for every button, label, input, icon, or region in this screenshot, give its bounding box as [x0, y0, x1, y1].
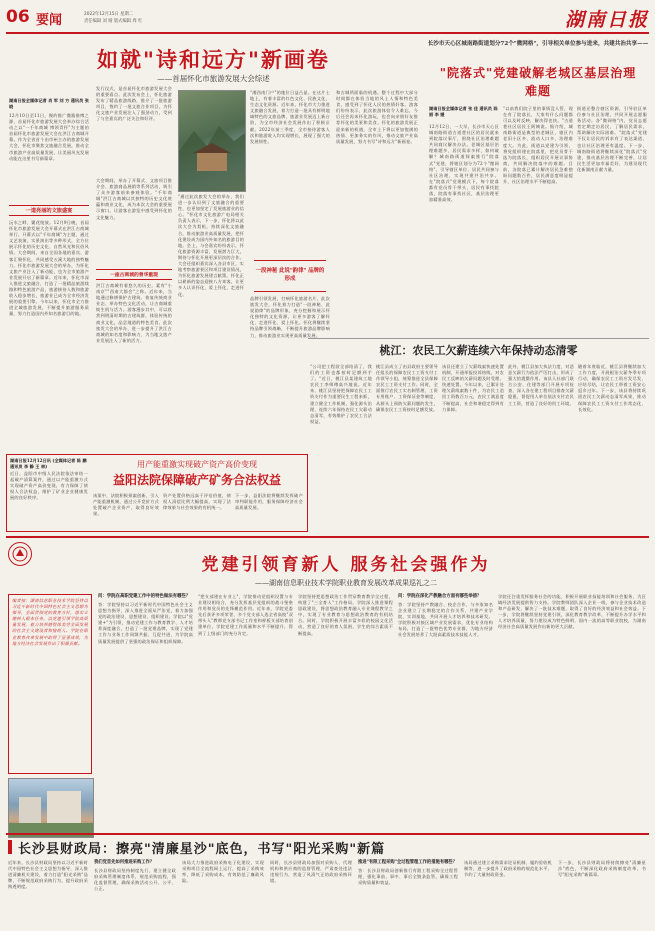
lead-col4-text-2: 品牌引领发展，打响怀化旅游名片。此次旅发大会，怀化着力打造"一段神秘、此说韵律"的品牌形象，充分挖掘和展示怀化独特的文化资源，让更多游客了解怀化、走进怀化、爱上怀化。怀化将继续坚持品牌引领战略，不断提升旅游品牌影响力，推动旅游业实现更高质量发展。 — [250, 296, 330, 338]
section-label: 要闻 — [36, 13, 63, 28]
finance-col4: 同时，长沙县财政局加强对采购人、代理机构和供应商的监督管理，严肃查处违法违规行为，营造了风清气正的政府采购环境。 — [270, 860, 352, 884]
right-top-kicker: 长沙市天心区城南路街道划分72个"微网格"，引导相关单位参与进来，共建共治共享—— — [427, 41, 649, 47]
lead-col1-text: 12月10日至11日，慢约推广微酱推博之源，首届怀化市旅游发展大会举办综合活动之以"一千年商城 博领青怀"为主题的首届怀化市旅游发展大会在洪江古商城开幕。作为全省首个由市州主办的旅游发展大会，怀化市聚焦文旅融合发展，推动全市旅游产业高质量发展，让美丽风光发展动能在这里书写新篇章。 — [9, 113, 89, 161]
finance-col2: 长沙县财政局坚持制度先行，建立健全政府采购管理制度体系，规范采购流程，强化监督管理，确保采购活动公开、公平、公正。 — [94, 868, 176, 892]
court-col4: 下一步，益阳法院将继续发挥破产审判职能作用，服务保障经济社会高质量发展。 — [235, 493, 303, 511]
finance-col1: 近年来，长沙县财政局坚持以习近平新时代中国特色社会主义思想为指导，深入推进清廉机关建设，着力打造"阳光采购"品牌，不断规范政府采购行为，提升政府采购透明度。 — [8, 860, 88, 890]
finance-q1: 我们党首先如何推进采购工作？ — [94, 860, 155, 865]
court-box — [6, 454, 308, 532]
party-top-rule — [6, 536, 649, 538]
taojiang-col3: 该县还建立了欠薪线索快速处置机制，开通举报投诉热线，对农民工反映的欠薪问题及时受理、快速处置。今年以来，已累计处理欠薪线索数十件，为农民工追回工资数百万元，农民工满意度不断提高，社会和谐稳定得到有力保障。 — [442, 364, 504, 412]
right-top-article — [427, 36, 649, 336]
taojiang-col1: "公司把工程款全部结清了，我们的工资也都按时足额到手了。"近日，桃江县某建筑工地农民工李师傅高兴地说。近年来，桃江县坚持把保障农民工工资支付作为重要民生工程来抓，建立健全工作机制，强化源头治理，连续六年保持农民工欠薪动态清零，有效维护了农民工合法权益。 — [310, 364, 372, 424]
campus-photo-icon — [9, 779, 93, 837]
lead-col3-text: "通过此次旅发大会的举办，我们进一步认识到了文旅融合的重要性，也更加坚定了发展旅游业的信心。"怀化市文化旅游广电局相关负责人表示，下一步，怀化将以此次大会为契机，持续深化文旅融合，推动旅游业高质量发展，把怀化建设成为国内外知名的旅游目的地。会上，与会嘉宾纷纷表示，怀化旅游资源丰富，发展潜力巨大，期待与怀化开展更深层次的合作。大会还组织嘉宾深入各县市区，实地考察旅游景区和项目建设情况，为怀化旅游发展建言献策。怀化正以崭新的姿态迎接八方来客，让更多人认识怀化、爱上怀化、走进怀化。 — [178, 194, 244, 297]
taojiang-title: 桃江：农民工欠薪连续六年保持动态清零 — [379, 344, 578, 357]
party-q2: 问：学院在深化产教融合方面有哪些举措？ — [398, 594, 482, 599]
lead-subtitle: ——首届怀化市旅游发展大会综述 — [157, 74, 270, 83]
party-badge — [8, 542, 32, 566]
finance-marker — [8, 840, 12, 854]
court-prev-col — [10, 438, 90, 448]
party-col1: 答：学院坚持以习近平新时代中国特色社会主义思想为指导，深入推进全面从严治党，着力加强党的政治建设、思想建设、组织建设。学院以"党建+"为引领，推动党建工作与教育教学、人才培养深度融合，打造了一批党建品牌，实现了党建工作与业务工作同频共振、互促共进，为学院高质量发展提供了坚强的政治保证和组织保障。 — [98, 602, 193, 644]
finance-title: 长沙县财政局：擦亮"清廉星沙"底色，书写"阳光采购"新篇 — [18, 842, 386, 857]
masthead-rule — [6, 32, 649, 34]
court-col2: 该案中，法院积极探索创新，引入产能重激机制，通过公开竞价方式处置破产企业资产，取得良好效果。 — [93, 493, 159, 517]
lead-photo — [178, 90, 246, 192]
right-top-title: "院落式"党建破解老城区基层治理难题 — [439, 66, 637, 98]
court-byline: 湖南日报12月12日讯 (全媒体记者 陈 鹏 通讯员 李 静 王 林) — [10, 458, 87, 469]
page-number: 06 — [6, 7, 30, 27]
masthead — [6, 5, 649, 33]
party-col3: 学院坚持把思想政治工作贯穿教育教学全过程，构建了"三全育人"工作格局。学院深入推进课程思政建设，将思想政治教育融入专业课程教学之中，实现了专业教育与思想政治教育的有机结合。同时，学院积极开展丰富多彩的校园文化活动，营造了良好的育人氛围，学生的综合素质不断提高。 — [298, 594, 393, 636]
finance-col3: 该局大力推进政府采购电子化建设，实现采购项目全流程网上运行，提高了采购效率，降低了采购成本，有效防范了廉政风险。 — [182, 860, 264, 884]
party-intro: 编者按：湖南信息职业技术学院坚持以习近平新时代中国特色社会主义思想为指导，全面贯彻党的教育方针，落实立德树人根本任务，以党建引领学院高质量发展，着力培养德智体美劳全面发展的社会主义建设者和接班人。学院在职业教育改革发展中取得了显著成效，为地方经济社会发展作出了积极贡献。 — [8, 594, 92, 774]
lead-col2-text-3: 洪江古商城有着悠久的历史，素有"小南京""西南大都会"之称。近年来，当地通过修缮保护古建筑、恢复传统商业业态、举办特色文化活动，让古商城重焕生机与活力。游客漫步其中，可以欣赏到明清时期的古建筑群，体验传统的商业文化，品尝地道的特色美食。此次旅发大会的举办，进一步提升了洪江古商城的知名度和影响力，为当地文旅产业发展注入了新的活力。 — [96, 283, 172, 343]
finance-col5: 答：长沙县财政局创新推行有限工程采购全过程管理，强化事前、事中、事后全链条监管，确保工程采购质量和效益。 — [358, 868, 458, 886]
court-col1: 近日，益阳市中级人民法院依法审结一起破产清算案件，通过以产能重激方式实现破产资产高价变现，有力保障了债权人合法权益，维护了矿业企业健康发展的良好秩序。 — [10, 471, 88, 501]
lead-section-2: 一座古商城的曾华重现 — [96, 269, 172, 280]
lead-title: 如就"诗和远方"新画卷 — [97, 47, 330, 72]
party-q1: 问：学院在高职党建工作中的特色做法有哪些？ — [98, 594, 191, 599]
finance-col6: 该局通过建立采购需求论证机制、履约验收机制等，进一步提升了政府采购的规范化水平，节约了大量财政资金。 — [464, 860, 552, 878]
finance-q2: 推进"有限工程采购"全过程管理工作的措施有哪些？ — [358, 860, 458, 865]
lead-highlight: 一段神秘 此说"韵律" 品牌的形成 — [255, 268, 325, 282]
party-subtitle: ——湖南信息职业技术学院职业教育发展改革成果巡礼之二 — [255, 579, 437, 587]
right-top-col1: 12月12日，一大早，长沙市天心区城南路街道古道巷社区的居民就来到院落议事厅，围绕社区治理难题共同商议解决办法。老城区基层治理难题多，居民需求多样，如何破解？城南路街道探索推行"院落式"党建，将辖区划分为72个"微网格"，引导辖区单位、居民共同参与社区治理，实现共建共治共享。在"院落式"党建模式下，每个院落都有党员骨干带头，居民有事找院落，院落有事找社区，基层治理更加精准高效。 — [429, 124, 499, 203]
lead-byline: 湖南日报全媒体记者 肖 军 刘 方 通讯员 张 晓 — [9, 98, 89, 109]
date-info: 2022年12月15日 星期二 — [84, 12, 134, 17]
newspaper-logo: 湖南日报 — [564, 9, 649, 31]
party-title: 党建引领育新人 服务社会强作为 — [201, 555, 491, 575]
taojiang-col4: 此外，桃江县加大执法力度，对恶意欠薪行为依法严厉打击，形成了强大的震慑作用。该县人社部门联合公安、住建等部门开展专项检查，深入各在建工程项目排查欠薪隐患，督促用人单位依法支付农民工工资，营造了良好的用工环境。 — [508, 364, 574, 406]
lead-section-1: 一道亮丽的文旅盛宴 — [9, 205, 89, 216]
school-emblem-icon — [9, 543, 31, 565]
right-top-col3: 街道还整合辖区资源，引导驻区单位参与社区治理，共同开展志愿服务活动。各"微网格"内，党员志愿者定期走访居民，了解居民需求，帮助解决实际困难。"院落式"党建不仅让居民的诉求有了表达渠道，也让社区治理更有温度。下一步，城南路街道将继续深化"院落式"党建，推动基层治理不断完善，让居民生活更加幸福美好，为建设现代化新湖南贡献力量。 — [577, 106, 647, 172]
finance-article — [6, 836, 649, 928]
court-kicker: 用产能重激实现破产资产高价变现 — [137, 460, 257, 469]
party-col5: 学院还注重发挥服务社会的功能，积极开展职业技能培训和社会服务，为区域经济发展提供智力支持。学院教师团队深入企业一线，参与企业技术改造和产品研发，解决了一批技术难题，取得了良好的经济效益和社会效益。下一步，学院将继续坚持党建引领，深化教育教学改革，不断提升办学水平和人才培养质量，努力建设成为特色鲜明、国内一流的高等职业院校，为湖南经济社会高质量发展作出新的更大贡献。 — [498, 594, 646, 630]
taojiang-col5: 随着年底临近，桃江县将继续加大工作力度，开展根治欠薪冬季专项行动，确保农民工工资应发尽发、应结尽结，让农民工带着工资安心返乡过年。下一步，该县将持续巩固农民工欠薪动态清零成果，推动保障农民工工资支付工作常态化、长效化。 — [578, 364, 646, 412]
lead-col1-text-2: 沅水之畔，繁花绽放。12月9日晚，首届怀化市旅游发展大会开幕式在洪江古商城举行。开幕式以"千年商城"为主题，通过文艺表演、实景演出等多种形式，全方位展示怀化的历史文化、自然风光和民俗风情。大会期间，来自全国各地的嘉宾、游客汇聚怀化，共同感受五溪大地的独特魅力。怀化市旅游发展大会的举办，为怀化文旅产业注入了新动能，也为全市旅游产业发展开启了新篇章。近年来，怀化市深入推进文旅融合，打造了一批精品旅游线路和特色旅游产品，旅游接待人数和旅游收入稳步增长，旅游业已成为全市经济发展的重要引擎。今年以来，怀化市全力推进全域旅游发展，不断提升旅游服务质量，努力打造国内外知名旅游目的地。 — [9, 220, 89, 317]
party-col2: "把支部建在专业上"，学院推动党组织设置与专业建设相结合，充分发挥基层党组织的战斗堡垒作用和党员的先锋模范作用。近年来，学院党委先后获评多项荣誉，多个党支部入选全省高校"双带头人"教师党支部书记工作室和样板支部培育创建单位，学院党建工作质量和水平不断提升，得到了上级部门的充分肯定。 — [198, 594, 293, 636]
finance-top-rule — [6, 833, 649, 835]
party-article — [6, 540, 649, 840]
right-top-col2: "以前我们院子里的事情没人管，现在有了院落长，大家有什么问题都可以及时反映，解决得也快。"古道巷社区居民王阿姨说。据介绍，城南路街道是典型的老城区，辖区内老旧小区多、流动人口多，治理难度大。为此，街道以党建为引领，将党组织建在院落里，把党员骨干选为院落长，组织居民开展议事协商，共同解决院落中的难题。目前，各院落已累计解决居民急难愁盼问题数百件，居民满意度明显提升，社区治理水平不断提高。 — [503, 106, 573, 185]
court-title: 益阳法院保障破产矿务合法权益 — [112, 473, 281, 487]
court-col3: 资产处置价格远高于评估价值，债权人清偿比例大幅提高，实现了法律效果与社会效果的有机统一。 — [163, 493, 231, 511]
taojiang-col2: 桃江县成立了由县政府主要领导任组长的保障农民工工资支付工作领导小组，统筹推进全县保障农民工工资支付工作。同时，全面推行农民工实名制管理、工资专用账户、工资保证金等制度，从源头上预防欠薪问题的发生，确保农民工工资按时足额发放。 — [376, 364, 438, 412]
lead-col5-text: 和古城所面临的机遇。整个过程中大部分时间都在体验当地的风土人情和特色美食，感受到了怀化人民的热情好客。游客们纷纷表示，此次旅游体验令人难忘，今后还会再来怀化游玩，也会向亲朋好友推荐怀化的美景和美食。怀化的旅游发展正迎来新的机遇，全市上下将以更加饱满的热情、更加务实的作风，推动文旅产业高质量发展，努力书写"诗和远方"新画卷。 — [336, 90, 418, 144]
lead-highlight-box — [254, 260, 326, 292]
editor-info: 责任编辑 刘 晴 版式编辑 周 红 — [84, 19, 143, 24]
lead-col4-text: "湘西南门户"的地位日益凸显。在这片土地上，有着丰富的红色文化、民族文化、生态文化资源。近年来，怀化市大力推进文旅融合发展，着力打造一批具有鲜明地域特色的文旅品牌，旅游业发展迈上新台阶，为全市经济社会发展作出了积极贡献。2022年前三季度，全市接待游客人次和旅游收入均实现增长，展现了强大的发展韧性。 — [250, 90, 330, 144]
party-photo — [8, 778, 94, 838]
lead-col2-text-2: 大会期间，举办了开幕式、文旅项目推介会、旅游商品展销等系列活动，吸引了众多游客前来参观体验。"千年商城"洪江古商城以其独特的历史文化底蕴和商业文化，成为本次大会的重要展示窗口，让游客在游览中感受到怀化的文化魅力。 — [96, 178, 172, 220]
taojiang-article — [308, 338, 649, 528]
scenery-photo-icon — [179, 91, 245, 191]
party-col4: 答：学院坚持产教融合、校企合作，与多家知名企业建立了长期稳定的合作关系，共建产业学院、实训基地，共同开展人才培养和技术研发。学院积极对接区域产业发展需求，优化专业结构布局，打造了一批特色优势专业群，为地方经济社会发展培养了大批高素质技术技能人才。 — [398, 602, 493, 638]
right-top-byline: 湖南日报全媒体记者 张 佳 通讯员 陈 丽 李 媛 — [429, 106, 498, 117]
lead-col2-text: 发行仪式，是首届怀化市旅游发展大会的重要看点。此次发布会上，怀化旅游发布了精品旅游线路，推介了一批旅游项目，签约了一批文旅合作项目，为怀化文旅产业发展注入了强劲动力，受到了与会嘉宾的广泛关注和好评。 — [96, 86, 172, 122]
finance-col7: 下一步，长沙县财政局将持续擦亮"清廉星沙"底色，不断深化政府采购制度改革，书写"阳光采购"新篇章。 — [558, 860, 646, 878]
